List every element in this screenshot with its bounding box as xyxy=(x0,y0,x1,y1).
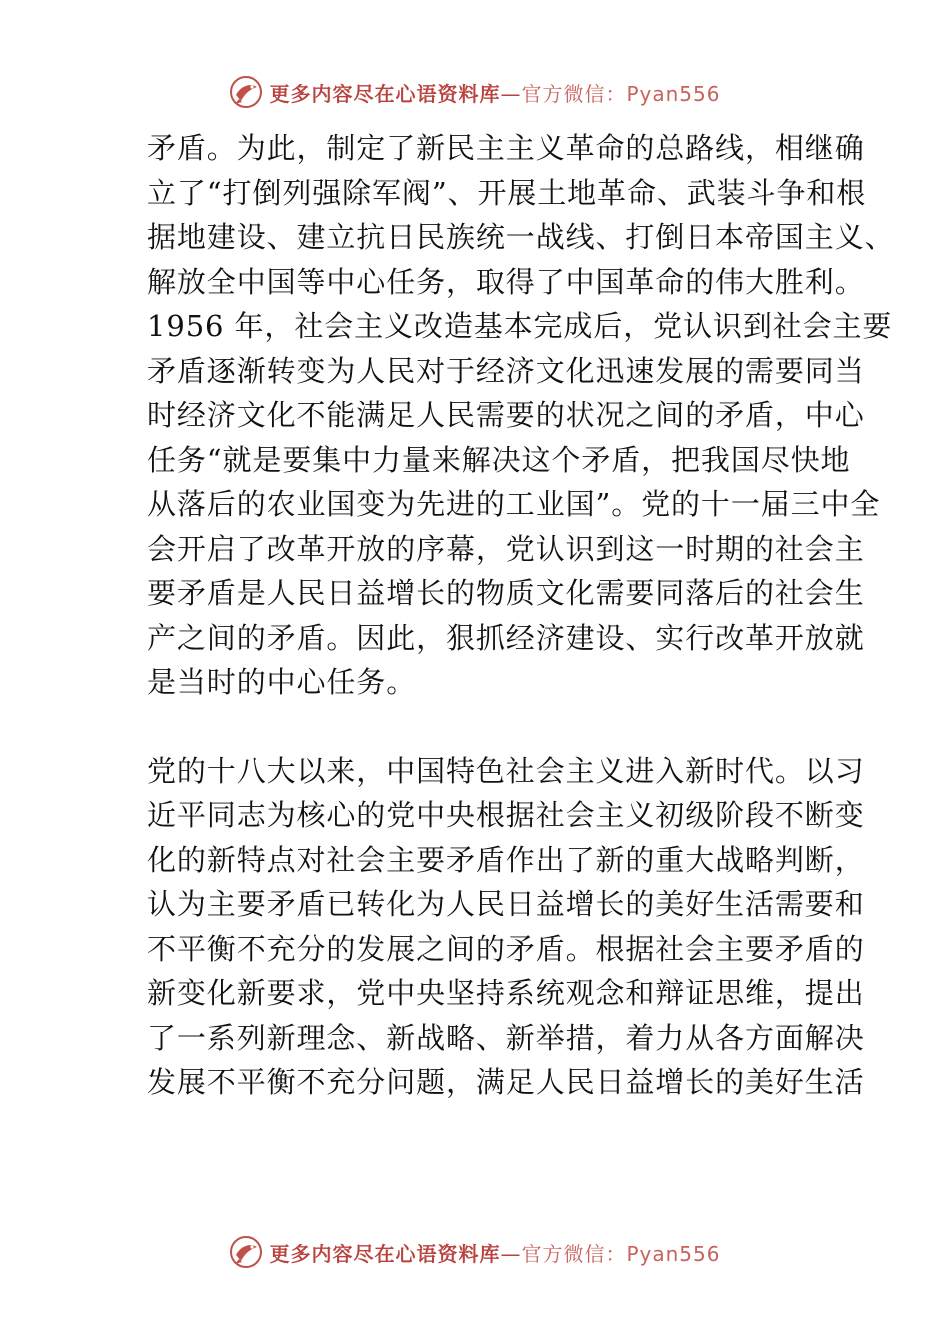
text-line: 时经济文化不能满足人民需要的状况之间的矛盾，中心 xyxy=(147,398,865,432)
text-line: 解放全中国等中心任务，取得了中国革命的伟大胜利。 xyxy=(147,264,865,299)
text-line: 据地建设、建立抗日民族统一战线、打倒日本帝国主义、 xyxy=(147,220,895,254)
watermark-contact: 官方微信：Pyan556 xyxy=(521,1241,721,1266)
text-line: 矛盾逐渐转变为人民对于经济文化迅速发展的需要同当 xyxy=(147,353,865,388)
paragraph-1 xyxy=(147,126,895,705)
text-line: 是当时的中心任务。 xyxy=(147,665,417,699)
document-body xyxy=(147,126,895,1105)
text-line: 新变化新要求，党中央坚持系统观念和辩证思维，提出 xyxy=(147,976,865,1010)
text-line: 产之间的矛盾。因此，狠抓经济建设、实行改革开放就 xyxy=(147,620,865,655)
text-line: 立了“打倒列强除军阀”、开展土地革命、武装斗争和根 xyxy=(147,175,867,210)
text-line: 党的十八大以来，中国特色社会主义进入新时代。以习 xyxy=(147,753,865,788)
text-line: 认为主要矛盾已转化为人民日益增长的美好生活需要和 xyxy=(147,887,865,921)
text-line: 发展不平衡不充分问题，满足人民日益增长的美好生活 xyxy=(147,1065,865,1099)
text-line: 近平同志为核心的党中央根据社会主义初级阶段不断变 xyxy=(147,798,865,832)
watermark-separator: — xyxy=(500,81,522,106)
text-line: 化的新特点对社会主要矛盾作出了新的重大战略判断， xyxy=(147,842,865,877)
text-line: 不平衡不充分的发展之间的矛盾。根据社会主要矛盾的 xyxy=(147,931,865,966)
text-line: 任务“就是要集中力量来解决这个矛盾，把我国尽快地 xyxy=(147,442,851,477)
footer-watermark xyxy=(0,1232,950,1272)
header-watermark xyxy=(0,72,950,112)
watermark-text xyxy=(269,1238,720,1267)
paragraph-spacer xyxy=(147,705,809,749)
fish-logo-icon xyxy=(229,1235,263,1269)
watermark-contact: 官方微信：Pyan556 xyxy=(521,81,721,106)
fish-logo-icon xyxy=(229,75,263,109)
text-line: 要矛盾是人民日益增长的物质文化需要同落后的社会生 xyxy=(147,576,865,610)
text-line: 了一系列新理念、新战略、新举措，着力从各方面解决 xyxy=(147,1020,865,1055)
text-line: 矛盾。为此，制定了新民主主义革命的总路线，相继确 xyxy=(147,131,865,165)
paragraph-2 xyxy=(147,749,865,1105)
watermark-text xyxy=(269,78,720,107)
text-line: 1956 年，社会主义改造基本完成后，党认识到社会主要 xyxy=(147,309,893,343)
watermark-site-name: 更多内容尽在心语资料库 xyxy=(269,81,501,106)
watermark-site-name: 更多内容尽在心语资料库 xyxy=(269,1241,501,1266)
text-line: 从落后的农业国变为先进的工业国”。党的十一届三中全 xyxy=(147,487,881,521)
text-line: 会开启了改革开放的序幕，党认识到这一时期的社会主 xyxy=(147,531,865,566)
watermark-separator: — xyxy=(500,1241,522,1266)
